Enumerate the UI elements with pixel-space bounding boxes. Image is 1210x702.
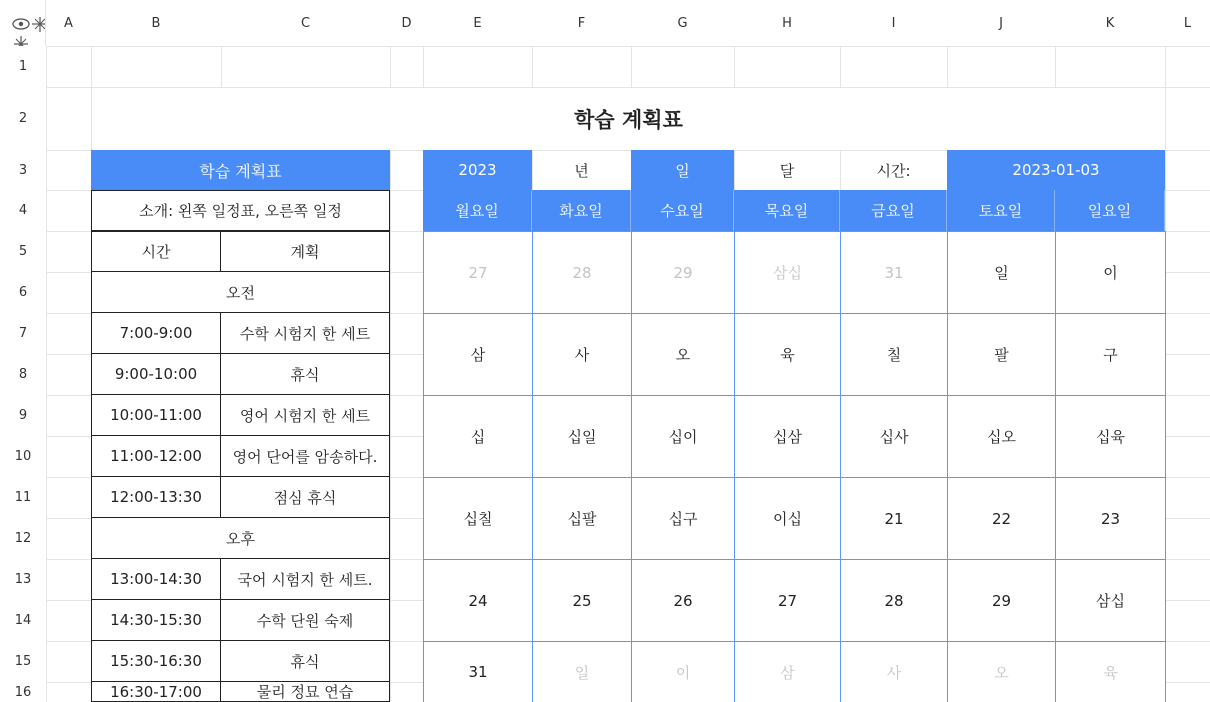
calendar-day[interactable]: 31	[423, 641, 533, 702]
schedule-plan[interactable]: 영어 시험지 한 세트	[220, 394, 390, 436]
column-header-f[interactable]: F	[532, 0, 631, 46]
calendar-day[interactable]: 삼	[423, 313, 533, 396]
schedule-time[interactable]: 7:00-9:00	[91, 312, 221, 354]
schedule-plan[interactable]: 휴식	[220, 640, 390, 682]
calendar-day[interactable]: 삼십	[734, 231, 841, 314]
calendar-day[interactable]: 29	[947, 559, 1056, 642]
sheet-title[interactable]: 학습 계획표	[92, 88, 1165, 150]
weekday-header[interactable]: 월요일	[423, 190, 532, 231]
calendar-day[interactable]: 십	[423, 395, 533, 478]
calendar-day[interactable]: 이	[631, 641, 735, 702]
column-header-d[interactable]: D	[390, 0, 423, 46]
time-label[interactable]: 시간:	[876, 161, 911, 180]
section-morning[interactable]: 오전	[91, 271, 390, 313]
header-time[interactable]: 시간	[91, 231, 221, 272]
column-header-c[interactable]: C	[221, 0, 390, 46]
schedule-time[interactable]: 11:00-12:00	[91, 435, 221, 477]
calendar-day[interactable]: 28	[840, 559, 948, 642]
calendar-day[interactable]: 삼십	[1055, 559, 1166, 642]
column-header-i[interactable]: I	[840, 0, 947, 46]
schedule-time[interactable]: 14:30-15:30	[91, 599, 221, 641]
gridline-horizontal	[0, 46, 1210, 47]
calendar-day[interactable]: 일	[532, 641, 632, 702]
row-header-2[interactable]: 2	[0, 87, 46, 150]
month-label[interactable]: 달	[779, 161, 795, 180]
calendar-day[interactable]: 십오	[947, 395, 1056, 478]
weekday-header[interactable]: 목요일	[734, 190, 840, 231]
calendar-day[interactable]: 24	[423, 559, 533, 642]
column-header-e[interactable]: E	[423, 0, 532, 46]
row-header-1[interactable]: 1	[0, 46, 46, 87]
row-header-10[interactable]: 10	[0, 436, 46, 477]
calendar-day[interactable]: 31	[840, 231, 948, 314]
column-header-a[interactable]: A	[46, 0, 91, 46]
calendar-day[interactable]: 27	[423, 231, 533, 314]
calendar-day[interactable]: 육	[1055, 641, 1166, 702]
calendar-day[interactable]: 사	[840, 641, 948, 702]
calendar-day[interactable]: 22	[947, 477, 1056, 560]
weekday-header[interactable]: 금요일	[840, 190, 947, 231]
calendar-day[interactable]: 사	[532, 313, 632, 396]
schedule-plan[interactable]: 수학 시험지 한 세트	[220, 312, 390, 354]
column-header-h[interactable]: H	[734, 0, 840, 46]
schedule-time[interactable]: 16:30-17:00	[91, 681, 221, 702]
calendar-day[interactable]: 28	[532, 231, 632, 314]
calendar-day[interactable]: 27	[734, 559, 841, 642]
calendar-day[interactable]: 십팔	[532, 477, 632, 560]
year-label[interactable]: 년	[574, 161, 589, 180]
row-header-15[interactable]: 15	[0, 641, 46, 682]
schedule-plan[interactable]: 점심 휴식	[220, 476, 390, 518]
calendar-day[interactable]: 구	[1055, 313, 1166, 396]
year-value[interactable]: 2023	[423, 150, 532, 190]
calendar-day[interactable]: 일	[947, 231, 1056, 314]
row-header-14[interactable]: 14	[0, 600, 46, 641]
row-header-3[interactable]: 3	[0, 150, 46, 190]
calendar-day[interactable]: 오	[947, 641, 1056, 702]
calendar-day[interactable]: 26	[631, 559, 735, 642]
weekday-header[interactable]: 화요일	[532, 190, 631, 231]
column-header-g[interactable]: G	[631, 0, 734, 46]
weekday-header[interactable]: 일요일	[1055, 190, 1165, 231]
calendar-day[interactable]: 십사	[840, 395, 948, 478]
row-header-9[interactable]: 9	[0, 395, 46, 436]
section-afternoon[interactable]: 오후	[91, 517, 390, 559]
calendar-day[interactable]: 십칠	[423, 477, 533, 560]
schedule-time[interactable]: 15:30-16:30	[91, 640, 221, 682]
calendar-day[interactable]: 삼	[734, 641, 841, 702]
schedule-plan[interactable]: 국어 시험지 한 세트.	[220, 558, 390, 600]
row-header-12[interactable]: 12	[0, 518, 46, 559]
schedule-time[interactable]: 12:00-13:30	[91, 476, 221, 518]
calendar-day[interactable]: 육	[734, 313, 841, 396]
row-header-16[interactable]: 16	[0, 682, 46, 702]
schedule-plan[interactable]: 수학 단원 숙제	[220, 599, 390, 641]
calendar-day[interactable]: 오	[631, 313, 735, 396]
calendar-day[interactable]: 십삼	[734, 395, 841, 478]
row-header-8[interactable]: 8	[0, 354, 46, 395]
schedule-time[interactable]: 9:00-10:00	[91, 353, 221, 395]
schedule-intro[interactable]: 소개: 왼쪽 일정표, 오른쪽 일정	[91, 190, 390, 231]
column-header-b[interactable]: B	[91, 0, 221, 46]
calendar-day[interactable]: 29	[631, 231, 735, 314]
row-header-4[interactable]: 4	[0, 190, 46, 231]
calendar-day[interactable]: 팔	[947, 313, 1056, 396]
calendar-day[interactable]: 십이	[631, 395, 735, 478]
row-header-5[interactable]: 5	[0, 231, 46, 272]
row-header-13[interactable]: 13	[0, 559, 46, 600]
gridline-vertical	[46, 0, 47, 702]
schedule-time[interactable]: 13:00-14:30	[91, 558, 221, 600]
weekday-header[interactable]: 수요일	[631, 190, 734, 231]
calendar-day[interactable]: 23	[1055, 477, 1166, 560]
row-header-11[interactable]: 11	[0, 477, 46, 518]
header-plan[interactable]: 계획	[220, 231, 390, 272]
calendar-day[interactable]: 21	[840, 477, 948, 560]
schedule-plan[interactable]: 영어 단어를 암송하다.	[220, 435, 390, 477]
calendar-day[interactable]: 25	[532, 559, 632, 642]
column-header-j[interactable]: J	[947, 0, 1055, 46]
schedule-title[interactable]: 학습 계획표	[91, 150, 390, 190]
row-header-7[interactable]: 7	[0, 313, 46, 354]
calendar-day[interactable]: 칠	[840, 313, 948, 396]
weekday-header[interactable]: 토요일	[947, 190, 1055, 231]
column-header-l[interactable]: L	[1165, 0, 1210, 46]
schedule-time[interactable]: 10:00-11:00	[91, 394, 221, 436]
row-header-6[interactable]: 6	[0, 272, 46, 313]
month-value[interactable]: 일	[631, 150, 734, 190]
column-header-k[interactable]: K	[1055, 0, 1165, 46]
calendar-day[interactable]: 십일	[532, 395, 632, 478]
schedule-plan[interactable]: 물리 정묘 연습	[220, 681, 390, 702]
calendar-day[interactable]: 이	[1055, 231, 1166, 314]
schedule-plan[interactable]: 휴식	[220, 353, 390, 395]
date-value[interactable]: 2023-01-03	[947, 150, 1165, 190]
calendar-day[interactable]: 십구	[631, 477, 735, 560]
calendar-day[interactable]: 이십	[734, 477, 841, 560]
calendar-day[interactable]: 십육	[1055, 395, 1166, 478]
